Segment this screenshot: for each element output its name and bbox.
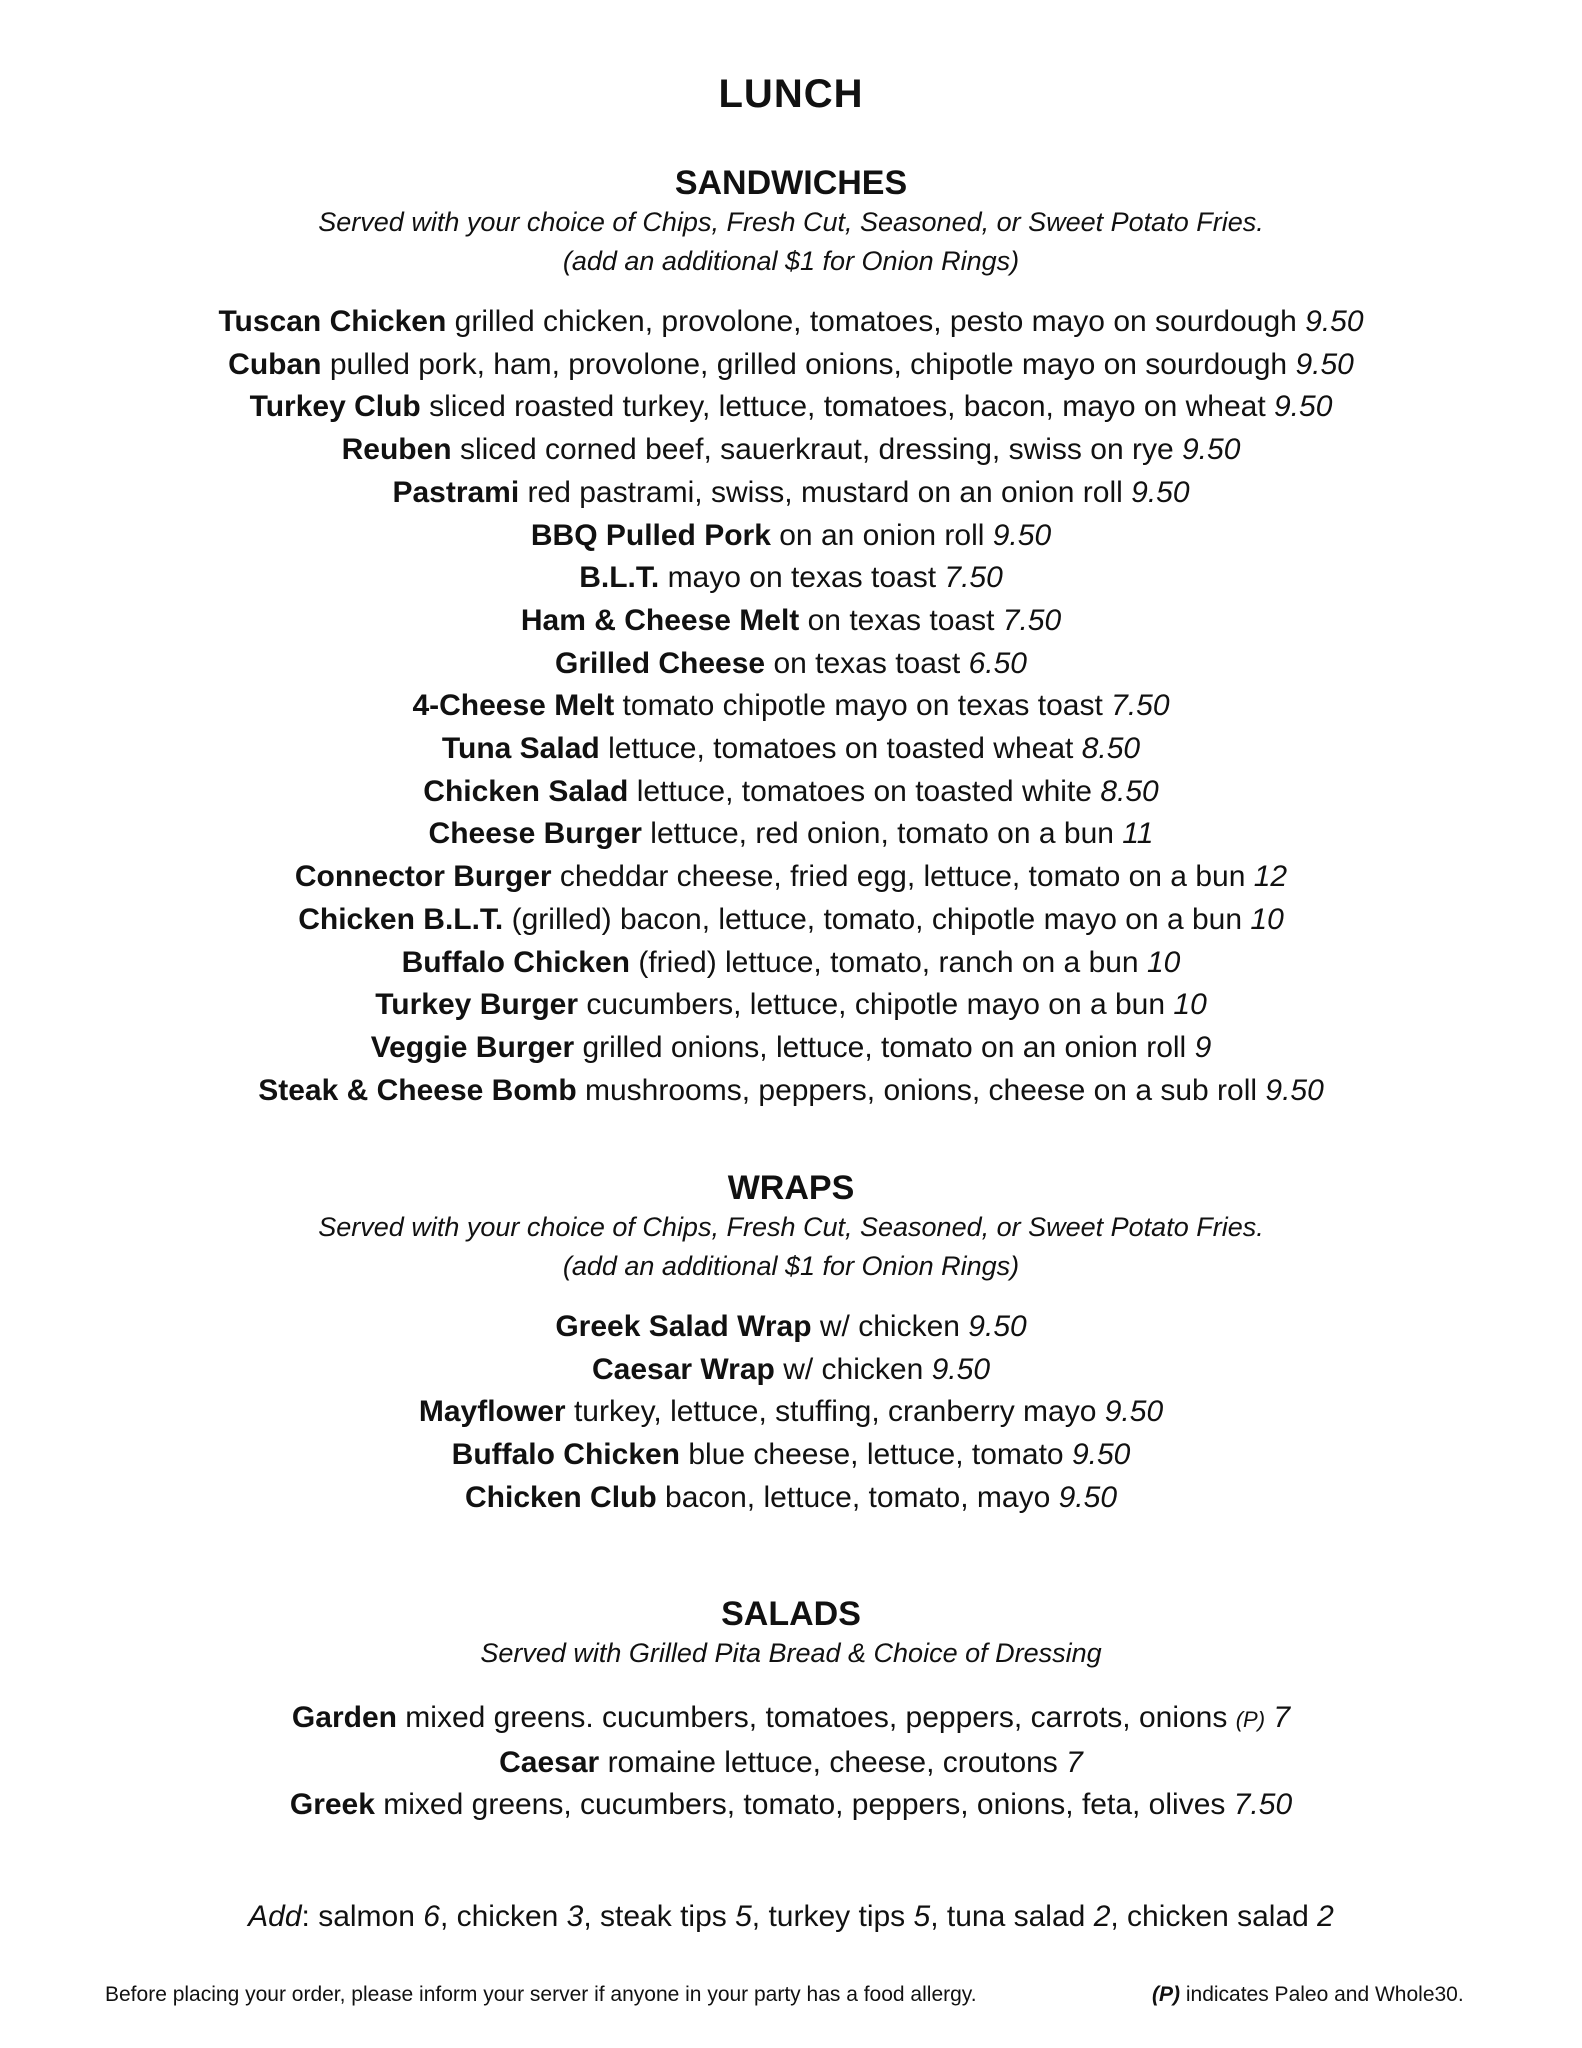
item-name: Caesar <box>499 1745 600 1779</box>
menu-item <box>0 472 1582 515</box>
item-price: 9.50 <box>1295 347 1354 381</box>
item-price: 9.50 <box>1071 1438 1131 1472</box>
item-description: on texas toast <box>807 603 995 637</box>
item-price: 11 <box>1122 817 1154 851</box>
item-name: Tuna Salad <box>441 732 600 766</box>
item-name: B.L.T. <box>579 561 660 595</box>
menu-item <box>0 1027 1582 1070</box>
menu-item <box>0 984 1582 1027</box>
menu-item <box>0 1697 1582 1742</box>
menu-item <box>0 344 1582 387</box>
add-on-price: 6 <box>423 1900 440 1933</box>
menu-item <box>0 1784 1582 1827</box>
wraps-list <box>0 1306 1582 1520</box>
wraps-note-onion-rings: (add an additional $1 for Onion Rings) <box>562 1251 1020 1281</box>
menu-item <box>0 1070 1582 1113</box>
item-description: on an onion roll <box>779 518 985 552</box>
wraps-section <box>0 1168 1582 1520</box>
page-title: LUNCH <box>718 72 864 116</box>
menu-item <box>0 386 1582 429</box>
item-name: Cheese Burger <box>428 817 642 851</box>
item-name: Ham & Cheese Melt <box>520 603 800 637</box>
menu-item <box>0 813 1582 856</box>
add-on-price: 2 <box>1317 1900 1334 1933</box>
sandwiches-note-onion-rings: (add an additional $1 for Onion Rings) <box>562 246 1020 276</box>
item-price: 10 <box>1173 988 1207 1022</box>
sandwiches-section <box>0 163 1582 1112</box>
item-price: 9.50 <box>1265 1073 1324 1107</box>
item-description: grilled onions, lettuce, tomato on an onion roll <box>582 1030 1187 1064</box>
add-on-name: tuna salad <box>946 1900 1086 1933</box>
add-ons-items: salmon 6, chicken 3, steak tips 5, turkey tips 5, tuna salad 2, chicken salad 2 <box>318 1900 1334 1933</box>
item-name: Greek <box>289 1788 375 1822</box>
menu-item <box>0 557 1582 600</box>
add-ons-label: Add <box>248 1900 302 1933</box>
menu-item <box>0 942 1582 985</box>
item-name: 4-Cheese Melt <box>412 689 615 723</box>
item-price: 9.50 <box>1131 475 1190 509</box>
salads-heading: SALADS <box>721 1595 861 1633</box>
item-description: red pastrami, swiss, mustard on an onion roll <box>527 475 1123 509</box>
item-description: mixed greens, cucumbers, tomato, peppers, onions, feta, olives <box>383 1788 1226 1822</box>
item-name: Pastrami <box>392 475 520 509</box>
item-price: 7.50 <box>1002 603 1062 637</box>
item-description: (grilled) bacon, lettuce, tomato, chipotle mayo on a bun <box>511 902 1243 936</box>
salads-list <box>0 1697 1582 1827</box>
item-price: 9.50 <box>992 518 1052 552</box>
item-name: Reuben <box>341 433 452 467</box>
item-price: 6.50 <box>968 646 1027 680</box>
sandwiches-heading: SANDWICHES <box>674 164 908 202</box>
item-description: sliced corned beef, sauerkraut, dressing, swiss on rye <box>459 433 1174 467</box>
item-description: on texas toast <box>773 646 961 680</box>
item-description: w/ chicken <box>819 1310 960 1343</box>
item-name: Steak & Cheese Bomb <box>258 1073 577 1107</box>
item-description: mayo on texas toast <box>667 561 937 595</box>
item-price: 8.50 <box>1100 774 1159 808</box>
add-on-price: 5 <box>913 1900 931 1933</box>
paleo-note-text: indicates Paleo and Whole30. <box>1185 1983 1464 2006</box>
item-price: 7 <box>1066 1745 1083 1779</box>
item-description: (fried) lettuce, tomato, ranch on a bun <box>638 945 1139 979</box>
item-price: 9.50 <box>1305 305 1364 338</box>
menu-item <box>0 899 1582 942</box>
item-name: Veggie Burger <box>370 1030 575 1064</box>
item-description: romaine lettuce, cheese, croutons <box>607 1745 1058 1779</box>
paleo-note <box>1152 1983 1464 2007</box>
menu-item <box>0 643 1582 686</box>
item-name: Turkey Club <box>249 390 421 424</box>
item-price: 7.50 <box>944 561 1003 595</box>
item-name: Greek Salad Wrap <box>555 1310 812 1343</box>
item-price: 7.50 <box>1233 1788 1293 1822</box>
menu-item <box>0 1742 1582 1785</box>
menu-item <box>0 1434 1582 1477</box>
paleo-tag: (P) <box>1235 1707 1266 1732</box>
paleo-tag: (P) <box>1152 1983 1180 2006</box>
item-name: Connector Burger <box>294 860 552 894</box>
item-name: Cuban <box>228 347 322 381</box>
add-ons-line: Add: salmon 6, chicken 3, steak tips 5, turkey tips 5, tuna salad 2, chicken salad 2 <box>248 1900 1334 1933</box>
item-price: 9.50 <box>1104 1395 1164 1429</box>
allergy-note: Before placing your order, please inform your server if anyone in your party has a food allergy. <box>105 1983 977 2006</box>
item-description: mushrooms, peppers, onions, cheese on a sub roll <box>585 1073 1258 1107</box>
menu-item <box>0 771 1582 814</box>
sandwiches-list <box>0 301 1582 1112</box>
item-name: Mayflower <box>418 1395 566 1429</box>
item-price: 9.50 <box>1274 390 1333 424</box>
item-name: Turkey Burger <box>375 988 579 1022</box>
item-price: 9.50 <box>931 1352 990 1386</box>
item-price: 9 <box>1194 1030 1212 1064</box>
item-price: 10 <box>1250 902 1284 936</box>
menu-item <box>0 600 1582 643</box>
item-description: lettuce, red onion, tomato on a bun <box>650 817 1114 851</box>
add-on-name: chicken salad <box>1127 1900 1309 1933</box>
menu-item <box>0 515 1582 558</box>
item-price: 9.50 <box>968 1310 1027 1343</box>
item-description: pulled pork, ham, provolone, grilled onions, chipotle mayo on sourdough <box>329 347 1288 381</box>
menu-item <box>0 685 1582 728</box>
item-description: cheddar cheese, fried egg, lettuce, tomato on a bun <box>559 860 1246 894</box>
add-on-price: 5 <box>735 1900 752 1933</box>
item-price: 7.50 <box>1111 689 1170 723</box>
menu-item <box>0 301 1582 344</box>
add-on-name: chicken <box>456 1900 559 1933</box>
item-description: turkey, lettuce, stuffing, cranberry mayo <box>573 1395 1097 1429</box>
item-description: cucumbers, lettuce, chipotle mayo on a bun <box>586 988 1166 1022</box>
menu-item <box>0 856 1582 899</box>
item-name: BBQ Pulled Pork <box>530 518 771 552</box>
item-description: lettuce, tomatoes on toasted wheat <box>608 732 1074 766</box>
menu-item <box>0 728 1582 771</box>
item-description: tomato chipotle mayo on texas toast <box>622 689 1103 723</box>
menu-item <box>0 1349 1582 1392</box>
menu-item <box>0 429 1582 472</box>
salads-section <box>0 1594 1582 1827</box>
item-name: Grilled Cheese <box>555 646 766 680</box>
item-name: Tuscan Chicken <box>218 305 447 338</box>
wraps-heading: WRAPS <box>727 1169 855 1207</box>
item-name: Caesar Wrap <box>591 1352 775 1386</box>
item-description: grilled chicken, provolone, tomatoes, pesto mayo on sourdough <box>454 305 1297 338</box>
item-price: 10 <box>1146 945 1181 979</box>
item-description: blue cheese, lettuce, tomato <box>688 1438 1064 1472</box>
add-on-price: 2 <box>1093 1900 1111 1933</box>
item-price: 7 <box>1273 1701 1291 1734</box>
item-name: Buffalo Chicken <box>451 1438 681 1472</box>
item-price: 9.50 <box>1058 1480 1117 1514</box>
item-price: 12 <box>1253 860 1288 894</box>
add-on-name: salmon <box>318 1900 415 1933</box>
item-description: bacon, lettuce, tomato, mayo <box>665 1480 1051 1514</box>
item-description: sliced roasted turkey, lettuce, tomatoes, bacon, mayo on wheat <box>429 390 1266 424</box>
menu-item <box>0 1306 1582 1349</box>
item-name: Chicken Salad <box>423 774 629 808</box>
item-name: Chicken B.L.T. <box>298 902 504 936</box>
wraps-note: Served with your choice of Chips, Fresh Cut, Seasoned, or Sweet Potato Fries. <box>318 1212 1264 1242</box>
item-name: Garden <box>291 1701 397 1734</box>
item-name: Buffalo Chicken <box>401 945 630 979</box>
add-on-price: 3 <box>566 1900 584 1933</box>
item-name: Chicken Club <box>465 1480 657 1514</box>
item-price: 8.50 <box>1081 732 1141 766</box>
sandwiches-note: Served with your choice of Chips, Fresh Cut, Seasoned, or Sweet Potato Fries. <box>318 207 1264 237</box>
add-on-name: turkey tips <box>768 1900 906 1933</box>
menu-item <box>0 1477 1582 1520</box>
item-description: w/ chicken <box>783 1352 924 1386</box>
menu-item <box>0 1391 1582 1434</box>
add-on-name: steak tips <box>600 1900 727 1933</box>
salads-note: Served with Grilled Pita Bread & Choice of Dressing <box>480 1638 1102 1668</box>
item-description: lettuce, tomatoes on toasted white <box>636 774 1092 808</box>
item-description: mixed greens. cucumbers, tomatoes, peppers, carrots, onions <box>405 1701 1228 1734</box>
item-price: 9.50 <box>1181 433 1241 467</box>
